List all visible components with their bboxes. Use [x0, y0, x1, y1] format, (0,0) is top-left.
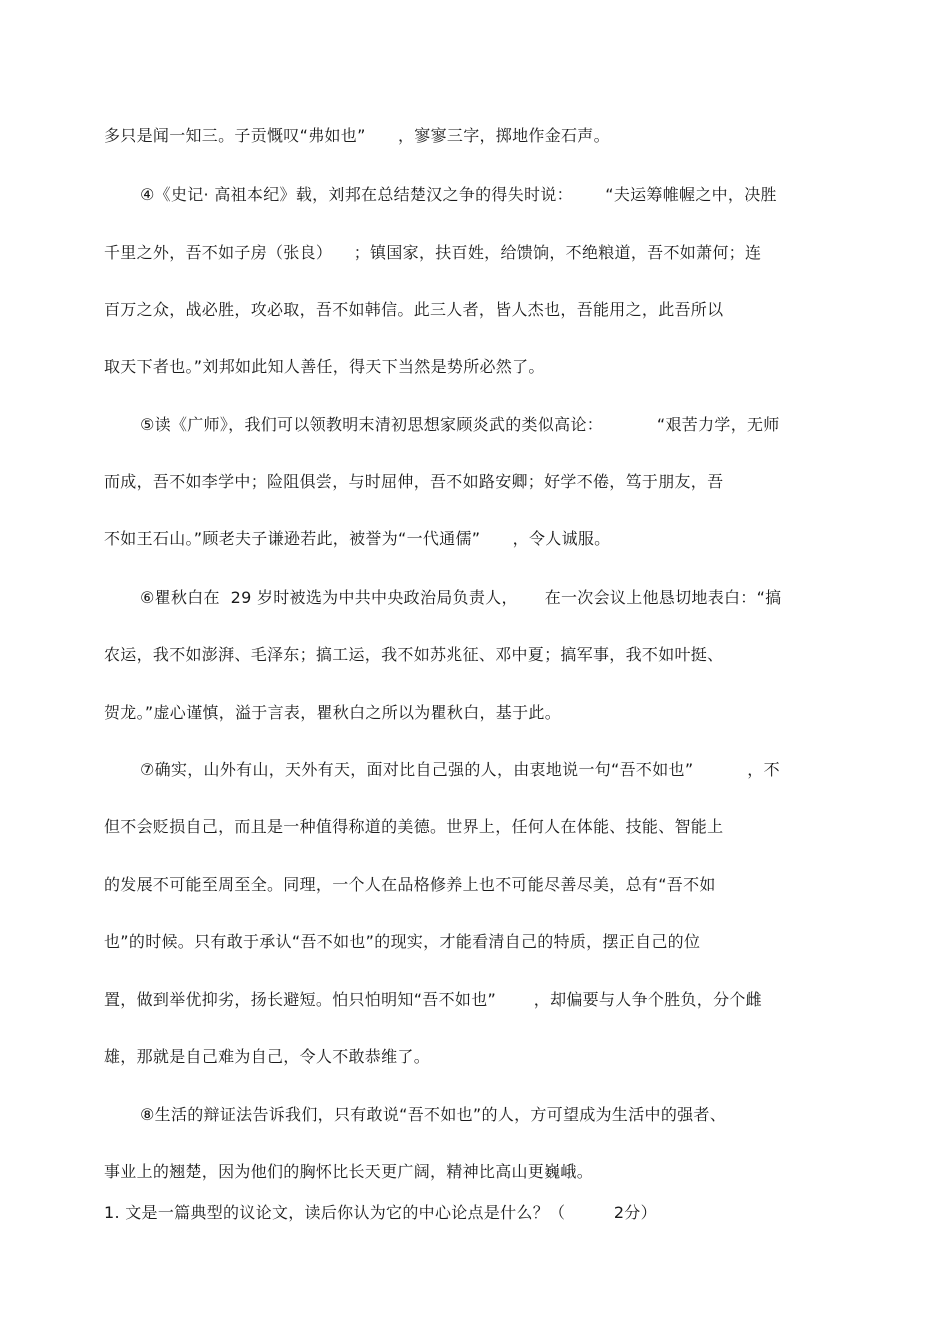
- text-line: 但不会贬损自己，而且是一种值得称道的美德。世界上，任何人在体能、技能、智能上: [104, 817, 724, 836]
- text-line: 的发展不可能至周至全。同理，一个人在品格修养上也不可能尽善尽美，总有“吾不如: [104, 875, 716, 894]
- text-line: 农运，我不如澎湃、毛泽东；搞工运，我不如苏兆征、邓中夏；搞军事，我不如叶挺、: [104, 645, 724, 664]
- text-line: 事业上的翘楚，因为他们的胸怀比长天更广阔，精神比高山更巍峨。: [104, 1162, 594, 1181]
- text-line: ⑤读《广师》，我们可以领教明末清初思想家顾炎武的类似高论： “艰苦力学，无师: [140, 415, 780, 434]
- text-line: 取天下者也。”刘邦如此知人善任，得天下当然是势所必然了。: [104, 357, 545, 376]
- text-line: 不如王石山。”顾老夫子谦逊若此，被誉为“一代通儒” ，令人诚服。: [104, 529, 611, 548]
- text-line: 而成，吾不如李学中；险阻俱尝，与时屈伸，吾不如路安卿；好学不倦，笃于朋友，吾: [104, 472, 724, 491]
- text-line: 多只是闻一知三。子贡慨叹“弗如也” ，寥寥三字，掷地作金石声。: [104, 126, 610, 145]
- text-line: 贺龙。”虚心谨慎，溢于言表，瞿秋白之所以为瞿秋白，基于此。: [104, 703, 561, 722]
- question-line: 1. 文是一篇典型的议论文，读后你认为它的中心论点是什么？（ 2分）: [104, 1203, 657, 1222]
- text-line: ⑧生活的辩证法告诉我们，只有敢说“吾不如也”的人，方可望成为生活中的强者、: [140, 1105, 727, 1124]
- text-line: 也”的时候。只有敢于承认“吾不如也”的现实，才能看清自己的特质，摆正自己的位: [104, 932, 701, 951]
- text-line: 置，做到举优抑劣，扬长避短。怕只怕明知“吾不如也” ，却偏要与人争个胜负，分个雌: [104, 990, 762, 1009]
- text-line: ⑥瞿秋白在 29 岁时被选为中共中央政治局负责人， 在一次会议上他恳切地表白：“搞: [140, 588, 782, 607]
- text-line: ④《史记· 高祖本纪》载，刘邦在总结楚汉之争的得失时说： “夫运筹帷幄之中，决胜: [140, 185, 777, 204]
- text-line: 百万之众，战必胜，攻必取，吾不如韩信。此三人者，皆人杰也，吾能用之，此吾所以: [104, 300, 724, 319]
- text-line: 千里之外，吾不如子房（张良） ；镇国家，扶百姓，给馈饷，不绝粮道，吾不如萧何；连: [104, 243, 762, 262]
- text-line: ⑦确实，山外有山，天外有天，面对比自己强的人，由衷地说一句“吾不如也” ，不: [140, 760, 780, 779]
- text-line: 雄，那就是自己难为自己，令人不敢恭维了。: [104, 1047, 431, 1066]
